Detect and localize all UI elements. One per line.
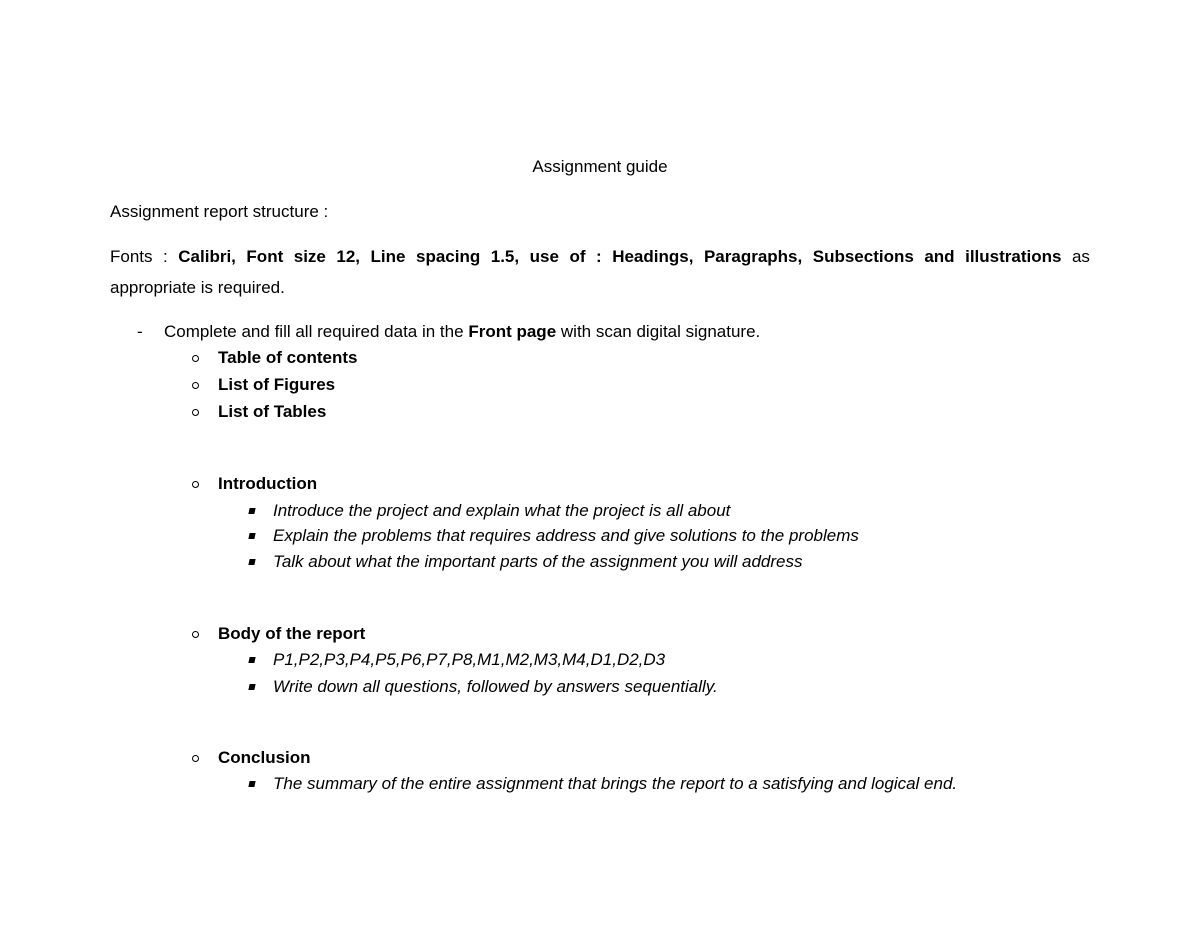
square-bullet-icon bbox=[248, 657, 255, 663]
fonts-as: as bbox=[1071, 247, 1090, 266]
square-bullet-icon bbox=[248, 684, 255, 690]
fonts-font: Calibri, bbox=[178, 247, 236, 266]
fonts-continuation: appropriate is required. bbox=[110, 278, 285, 297]
fonts-use-of: use of : bbox=[529, 247, 602, 266]
circle-bullet-icon bbox=[192, 355, 199, 362]
introduction-point: Introduce the project and explain what the project is all about bbox=[273, 501, 731, 520]
front-page-prefix: Complete and fill all required data in the bbox=[164, 322, 464, 341]
fonts-spacing: Line spacing 1.5, bbox=[370, 247, 520, 266]
section-table-of-contents: Table of contents bbox=[218, 348, 358, 367]
fonts-requirement-line bbox=[110, 247, 1090, 267]
square-bullet-icon bbox=[248, 533, 255, 539]
section-introduction: Introduction bbox=[218, 474, 318, 493]
front-page-suffix: with scan digital signature. bbox=[560, 322, 761, 341]
circle-bullet-icon bbox=[192, 755, 199, 762]
circle-bullet-icon bbox=[192, 409, 199, 416]
circle-bullet-icon bbox=[192, 382, 199, 389]
section-list-of-figures: List of Figures bbox=[218, 375, 336, 394]
circle-bullet-icon bbox=[192, 481, 199, 488]
conclusion-point: The summary of the entire assignment that brings the report to a satisfying and logical end. bbox=[273, 774, 958, 793]
structure-heading: Assignment report structure : bbox=[110, 202, 329, 221]
square-bullet-icon bbox=[248, 508, 255, 514]
section-conclusion: Conclusion bbox=[218, 748, 311, 767]
section-body-of-report: Body of the report bbox=[218, 624, 366, 643]
dash-bullet: - bbox=[137, 322, 143, 341]
introduction-point: Explain the problems that requires address and give solutions to the problems bbox=[273, 526, 859, 545]
front-page-emphasis: Front page bbox=[468, 322, 557, 341]
square-bullet-icon bbox=[248, 781, 255, 787]
section-list-of-tables: List of Tables bbox=[218, 402, 327, 421]
front-page-item bbox=[164, 322, 760, 342]
fonts-subsections: Subsections bbox=[812, 247, 914, 266]
document-title: Assignment guide bbox=[532, 157, 668, 176]
circle-bullet-icon bbox=[192, 631, 199, 638]
fonts-and: and bbox=[924, 247, 955, 266]
fonts-headings: Headings, bbox=[612, 247, 694, 266]
fonts-label: Fonts : bbox=[110, 247, 168, 266]
introduction-point: Talk about what the important parts of the assignment you will address bbox=[273, 552, 803, 571]
body-point: Write down all questions, followed by answers sequentially. bbox=[273, 677, 718, 696]
square-bullet-icon bbox=[248, 559, 255, 565]
fonts-illustrations: illustrations bbox=[965, 247, 1062, 266]
body-point: P1,P2,P3,P4,P5,P6,P7,P8,M1,M2,M3,M4,D1,D2,D3 bbox=[273, 650, 666, 669]
fonts-paragraphs: Paragraphs, bbox=[703, 247, 803, 266]
fonts-size: Font size 12, bbox=[246, 247, 361, 266]
